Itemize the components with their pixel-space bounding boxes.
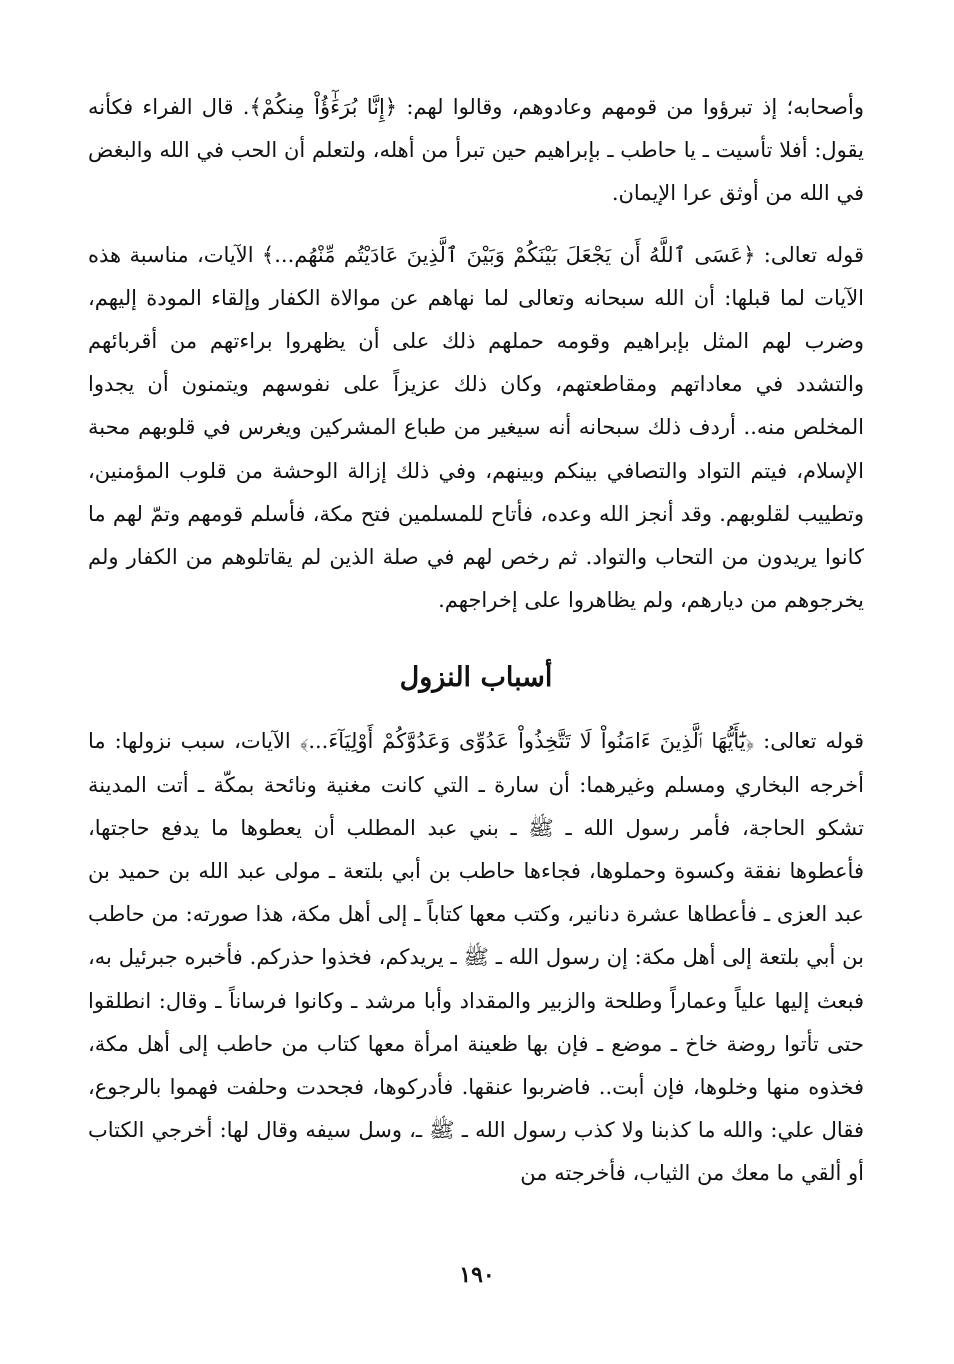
page-number: ١٩٠ — [459, 1262, 495, 1288]
paragraph-verse-context: قوله تعالى: ﴿عَسَى ٱللَّهُ أَن يَجْعَلَ بَيْنَكُمْ وَبَيْنَ ٱلَّذِينَ عَادَيْتُم مِّنْهُم...﴾ الآيات، مناسبة هذه الآيات لما قبلها: أن الله سبحانه وتعالى لما نهاهم عن موالاة الكفار وإلقاء المودة إليهم، وضرب لهم المثل بإبراهيم وقومه حملهم ذلك على أن يظهروا براءتهم من أقربائهم والتشدد في معاداتهم ومقاطعتهم، وكان ذلك عزيزاً على نفوسهم ويتمنون أن يجدوا المخلص منه.. أردف ذلك سبحانه أنه سيغير من طباع المشركين ويغرس في قلوبهم محبة الإسلام، فيتم التواد والتصافي بينكم وبينهم، وفي ذلك إزالة الوحشة من قلوب المؤمنين، وتطييب لقلوبهم. وقد أنجز الله وعده، فأتاح للمسلمين فتح مكة، فأسلم قومهم وتمّ لهم ما كانوا يريدون من التحاب والتواد. ثم رخص لهم في صلة الذين لم يقاتلوهم من الكفار ولم يخرجوهم من ديارهم، ولم يظاهروا على إخراجهم. — [88, 242, 865, 613]
page-body — [88, 86, 864, 1196]
section-heading: أسباب النزول — [399, 662, 553, 694]
paragraph-revelation-cause: قوله تعالى: ﴿يَٰٓأَيُّهَا ٱلَّذِينَ ءَامَنُواْ لَا تَتَّخِذُواْ عَدُوِّى وَعَدُوَّكُمْ أَوْلِيَآءَ...﴾ الآيات، سبب نزولها: ما أخرجه البخاري ومسلم وغيرهما: أن سارة ـ التي كانت مغنية ونائحة بمكّة ـ أتت المدينة تشكو الحاجة، فأمر رسول الله ـ ﷺ ـ بني عبد المطلب أن يعطوها ما يدفع حاجتها، فأعطوها نفقة وكسوة وحملوها، فجاءها حاطب بن أبي بلتعة ـ مولى عبد الله بن حميد بن عبد العزى ـ فأعطاها عشرة دنانير، وكتب معها كتاباً ـ إلى أهل مكة، هذا صورته: من حاطب بن أبي بلتعة إلى أهل مكة: إن رسول الله ـ ﷺ ـ يريدكم، فخذوا حذركم. فأخبره جبرئيل به، فبعث إليها علياً وعماراً وطلحة والزبير والمقداد وأبا مرشد ـ وكانوا فرساناً ـ وقال: انطلقوا حتى تأتوا روضة خاخ ـ موضع ـ فإن بها ظعينة امرأة معها كتاب من حاطب إلى أهل مكة، فخذوه منها وخلوها، فإن أبت.. فاضربوا عنقها. فأدركوها، فجحدت وحلفت فهموا بالرجوع، فقال علي: والله ما كذبنا ولا كذب رسول الله ـ ﷺ ـ، وسل سيفه وقال لها: أخرجي الكتاب أو ألقي ما معك من الثياب، فأخرجته من — [88, 729, 864, 1186]
paragraph-ibrahim-example: وأصحابه؛ إذ تبرؤوا من قومهم وعادوهم، وقالوا لهم: ﴿إِنَّا بُرَءَٰٓؤُاْ مِنكُمْ﴾. قال الفراء فكأنه يقول: أفلا تأسيت ـ يا حاطب ـ بإبراهيم حين تبرأ من أهله، ولتعلم أن الحب في الله والبغض في الله من أوثق عرا الإيمان. — [88, 95, 864, 206]
